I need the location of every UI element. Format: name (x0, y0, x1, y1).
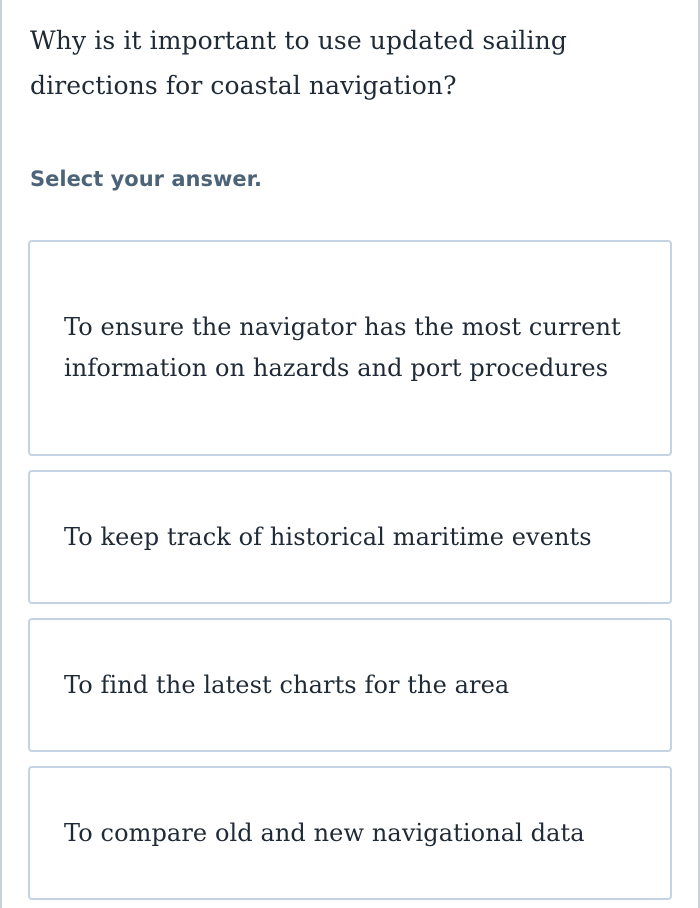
answer-option-4[interactable] (28, 766, 672, 900)
answer-option-label: To keep track of historical maritime events (64, 522, 592, 551)
answer-prompt: Select your answer. (30, 167, 262, 191)
answer-option-1[interactable] (28, 240, 672, 456)
answer-option-label: To find the latest charts for the area (64, 670, 510, 699)
frame-left-edge (0, 0, 2, 908)
answer-option-label: To ensure the navigator has the most current information on hazards and port procedures (64, 313, 621, 382)
answer-option-label: To compare old and new navigational data (64, 818, 585, 847)
answer-options-list (28, 240, 672, 900)
answer-option-2[interactable] (28, 470, 672, 604)
answer-option-3[interactable] (28, 618, 672, 752)
question-text: Why is it important to use updated sailing directions for coastal navigation? (30, 26, 567, 100)
